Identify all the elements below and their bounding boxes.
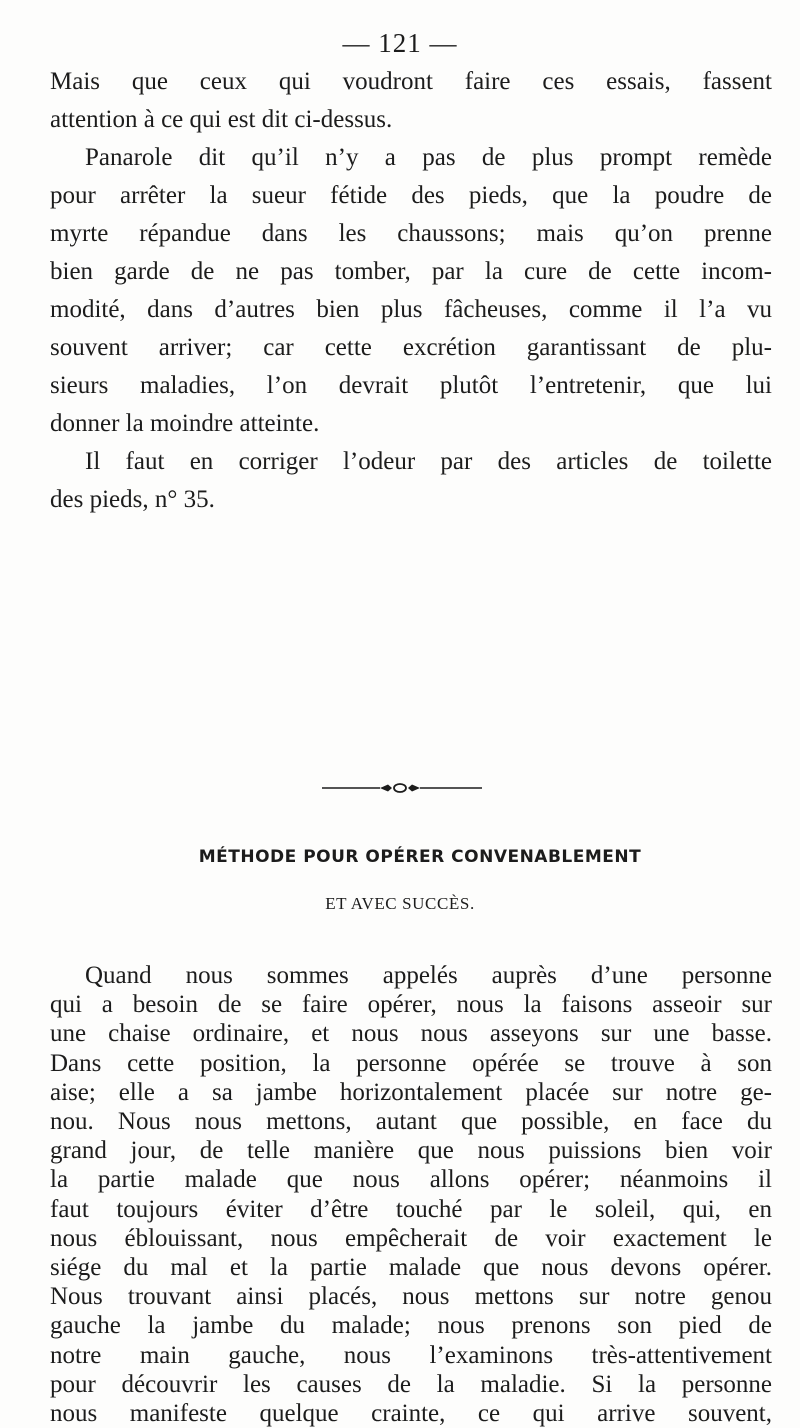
text-line: Mais que ceux qui voudront faire ces essais, fassent xyxy=(50,68,772,95)
text-line: myrte répandue dans les chaussons; mais qu’on prenne xyxy=(50,220,772,247)
text-line: pour arrêter la sueur fétide des pieds, que la poudre de xyxy=(50,182,772,209)
text-line: grand jour, de telle manière que nous puissions bien voir xyxy=(50,1137,772,1165)
text-line: Panarole dit qu’il n’y a pas de plus prompt remède xyxy=(85,144,772,171)
text-line: des pieds, n° 35. xyxy=(50,486,215,513)
text-line: Nous trouvant ainsi placés, nous mettons sur notre genou xyxy=(50,1283,772,1311)
text-line: Quand nous sommes appelés auprès d’une personne xyxy=(85,962,772,989)
text-line: nou. Nous nous mettons, autant que possible, en face du xyxy=(50,1108,772,1135)
text-line: aise; elle a sa jambe horizontalement placée sur notre ge- xyxy=(50,1078,772,1106)
section-title: MÉTHODE POUR OPÉRER CONVENABLEMENT xyxy=(198,847,642,867)
page-number: — 121 — xyxy=(342,28,458,58)
text-line: attention à ce qui est dit ci-dessus. xyxy=(50,106,393,133)
text-line: gauche la jambe du malade; nous prenons son pied de xyxy=(50,1312,772,1340)
text-line: donner la moindre atteinte. xyxy=(50,410,320,437)
text-line: notre main gauche, nous l’examinons très-attentivement xyxy=(50,1341,772,1369)
text-line: une chaise ordinaire, et nous nous asseyons sur une basse. xyxy=(50,1020,772,1048)
text-line: la partie malade que nous allons opérer; néanmoins il xyxy=(50,1166,772,1194)
text-line: Dans cette position, la personne opérée se trouve à son xyxy=(50,1049,772,1077)
text-line: sieurs maladies, l’on devrait plutôt l’entretenir, que lui xyxy=(50,372,772,399)
text-line: modité, dans d’autres bien plus fâcheuses, comme il l’a vu xyxy=(50,296,772,323)
text-line: faut toujours éviter d’être touché par le soleil, qui, en xyxy=(50,1195,772,1223)
section-subtitle: ET AVEC SUCCÈS. xyxy=(325,894,475,913)
text-line: Il faut en corriger l’odeur par des articles de toilette xyxy=(85,448,772,475)
text-line: qui a besoin de se faire opérer, nous la faisons asseoir sur xyxy=(50,991,772,1019)
text-line: siége du mal et la partie malade que nous devons opérer. xyxy=(50,1254,772,1281)
text-line: nous manifeste quelque crainte, ce qui arrive souvent, xyxy=(50,1400,772,1427)
text-line: bien garde de ne pas tomber, par la cure de cette incom- xyxy=(50,258,772,285)
text-line: pour découvrir les causes de la maladie. Si la personne xyxy=(50,1370,772,1398)
ornament-divider xyxy=(322,783,482,793)
text-line: nous éblouissant, nous empêcherait de voir exactement le xyxy=(50,1224,772,1252)
text-line: souvent arriver; car cette excrétion garantissant de plu- xyxy=(50,334,772,361)
